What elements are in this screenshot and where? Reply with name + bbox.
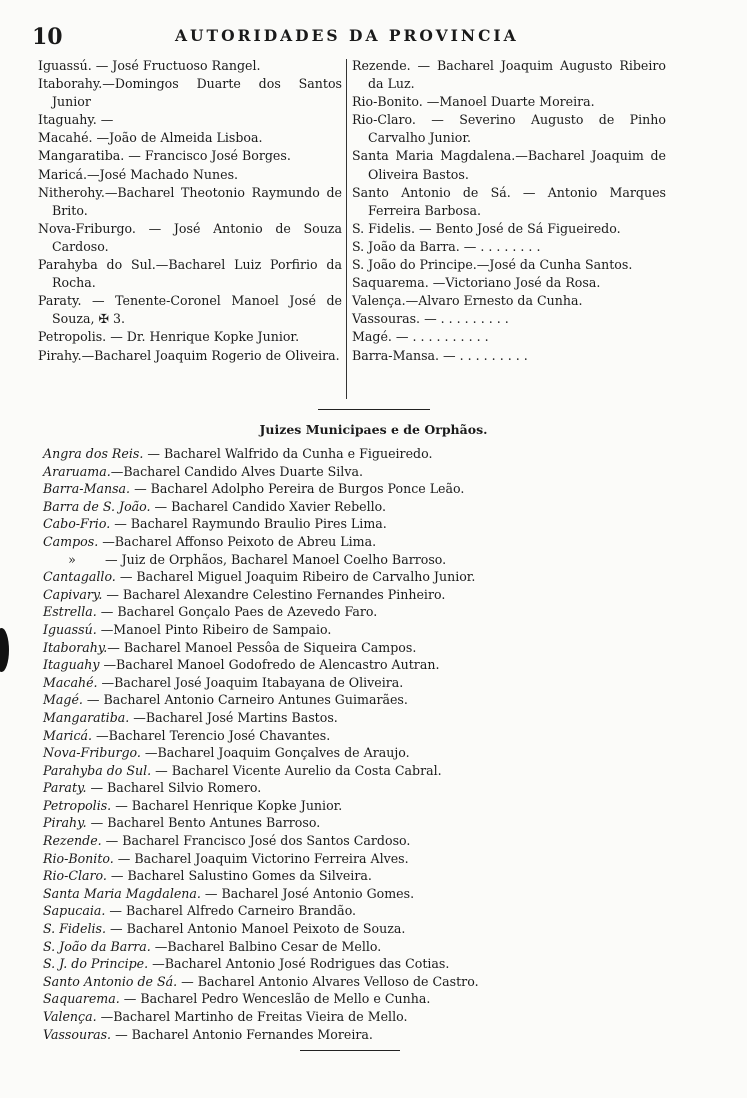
judge-row bbox=[43, 621, 603, 639]
section-rule-bottom bbox=[300, 1050, 400, 1051]
judge-place: Macahé. bbox=[43, 674, 98, 690]
judge-name: — Juiz de Orphãos, Bacharel Manoel Coelho Barroso. bbox=[101, 551, 447, 567]
judge-row bbox=[43, 639, 603, 657]
left-entry: Itaguahy. — bbox=[38, 112, 114, 128]
right-entry: S. João do Principe.—José da Cunha Santos. bbox=[352, 257, 633, 273]
judge-row bbox=[43, 674, 603, 692]
right-entry: Santo Antonio de Sá. — Antonio Marques Ferreira Barbosa. bbox=[352, 184, 666, 218]
running-head: AUTORIDADES DA PROVINCIA bbox=[175, 26, 519, 45]
judge-row bbox=[43, 551, 603, 569]
ditto-mark: » bbox=[68, 551, 76, 567]
judge-name: —Bacharel Candido Alves Duarte Silva. bbox=[110, 463, 363, 479]
judge-row bbox=[43, 850, 603, 868]
judge-row bbox=[43, 867, 603, 885]
judge-place: Saquarema. bbox=[43, 991, 120, 1007]
right-entry: Rio-Bonito. —Manoel Duarte Moreira. bbox=[352, 94, 595, 110]
judge-row bbox=[43, 920, 603, 938]
judge-place: Rio-Claro. bbox=[43, 868, 107, 884]
right-entry: Vassouras. — . . . . . . . . . bbox=[352, 311, 509, 327]
judge-name: — Bacharel Antonio Carneiro Antunes Guimarães. bbox=[82, 692, 408, 708]
judge-place: Parahyba do Sul. bbox=[43, 762, 152, 778]
left-entry: Nitherohy.—Bacharel Theotonio Raymundo de Brito. bbox=[38, 184, 342, 218]
judge-place: Barra-Mansa. bbox=[43, 481, 131, 497]
judge-name: —Bacharel Affonso Peixoto de Abreu Lima. bbox=[98, 533, 377, 549]
judge-place: Estrella. bbox=[43, 604, 97, 620]
judge-name: —Bacharel José Joaquim Itabayana de Oliveira. bbox=[97, 674, 404, 690]
judge-place: Paraty. bbox=[43, 780, 87, 796]
left-entry: Parahyba do Sul.—Bacharel Luiz Porfirio da Rocha. bbox=[38, 257, 342, 291]
judge-row bbox=[43, 779, 603, 797]
judge-row bbox=[43, 691, 603, 709]
judge-row bbox=[43, 498, 603, 516]
judge-row bbox=[43, 814, 603, 832]
judge-name: —Bacharel Antonio José Rodrigues das Cotias. bbox=[148, 956, 450, 972]
judge-place: Petropolis. bbox=[43, 797, 112, 813]
right-entry: S. João da Barra. — . . . . . . . . bbox=[352, 238, 541, 254]
judge-place: Santa Maria Magdalena. bbox=[43, 885, 201, 901]
right-entry: Saquarema. —Victoriano José da Rosa. bbox=[352, 275, 601, 291]
judge-row bbox=[43, 445, 603, 463]
right-entry: Magé. — . . . . . . . . . . bbox=[352, 329, 489, 345]
judge-place: Cabo-Frio. bbox=[43, 516, 111, 532]
right-entry: Santa Maria Magdalena.—Bacharel Joaquim de Oliveira Bastos. bbox=[352, 148, 666, 182]
left-column bbox=[38, 57, 342, 365]
judge-name: —Bacharel José Martins Bastos. bbox=[129, 709, 338, 725]
judge-row bbox=[43, 990, 603, 1008]
left-entry: Itaborahy.—Domingos Duarte dos Santos Junior bbox=[38, 76, 342, 110]
right-entry: Barra-Mansa. — . . . . . . . . . bbox=[352, 347, 528, 363]
judge-place: Itaguahy bbox=[43, 657, 100, 673]
judge-place: Iguassú. bbox=[43, 621, 97, 637]
judge-name: — Bacharel Walfrido da Cunha e Figueiredo. bbox=[143, 446, 433, 461]
judge-row bbox=[43, 709, 603, 727]
judge-row bbox=[43, 744, 603, 762]
judge-name: — Bacharel Alfredo Carneiro Brandão. bbox=[105, 903, 357, 919]
left-entry: Nova-Friburgo. — José Antonio de Souza Cardoso. bbox=[38, 220, 342, 254]
judge-place: Cantagallo. bbox=[43, 569, 116, 585]
judge-name: — Bacharel Bento Antunes Barroso. bbox=[86, 815, 321, 831]
judge-name: — Bacharel Vicente Aurelio da Costa Cabral. bbox=[151, 762, 442, 778]
judge-row bbox=[43, 832, 603, 850]
judge-place: Rezende. bbox=[43, 833, 102, 849]
judge-name: —Bacharel Joaquim Gonçalves de Araujo. bbox=[140, 745, 410, 761]
judge-row bbox=[43, 727, 603, 745]
judge-name: — Bacharel Adolpho Pereira de Burgos Ponce Leão. bbox=[130, 481, 465, 497]
judge-place: Sapucaia. bbox=[43, 903, 106, 919]
judge-place: Angra dos Reis. bbox=[43, 446, 144, 461]
judge-name: — Bacharel Raymundo Braulio Pires Lima. bbox=[110, 516, 387, 532]
judge-name: —Manoel Pinto Ribeiro de Sampaio. bbox=[96, 621, 332, 637]
judge-name: — Bacharel Salustino Gomes da Silveira. bbox=[106, 868, 372, 884]
judge-name: — Bacharel Joaquim Victorino Ferreira Alves. bbox=[113, 850, 409, 866]
judge-row bbox=[43, 1008, 603, 1026]
left-entry: Paraty. — Tenente-Coronel Manoel José de Souza, ✠ 3. bbox=[38, 293, 342, 327]
section-title: Juizes Municipaes e de Orphãos. bbox=[259, 422, 488, 437]
judge-name: —Bacharel Martinho de Freitas Vieira de Mello. bbox=[96, 1009, 408, 1024]
judge-name: —Bacharel Terencio José Chavantes. bbox=[92, 727, 331, 743]
judge-place: Campos. bbox=[43, 533, 99, 549]
judge-row bbox=[43, 656, 603, 674]
judge-row bbox=[43, 885, 603, 903]
judge-place: Valença. bbox=[43, 1009, 97, 1024]
right-entry: Rio-Claro. — Severino Augusto de Pinho Carvalho Junior. bbox=[352, 112, 666, 146]
judge-place: Rio-Bonito. bbox=[43, 850, 114, 866]
judge-name: — Bacharel José Antonio Gomes. bbox=[200, 885, 415, 901]
judge-name: — Bacharel Candido Xavier Rebello. bbox=[150, 498, 387, 514]
judge-row bbox=[43, 533, 603, 551]
authorities-columns bbox=[0, 57, 747, 401]
judge-name: — Bacharel Henrique Kopke Junior. bbox=[111, 797, 343, 813]
column-divider bbox=[346, 59, 347, 399]
judges-list bbox=[43, 445, 603, 1043]
judge-row bbox=[43, 955, 603, 973]
judge-name: — Bacharel Silvio Romero. bbox=[86, 780, 262, 796]
judge-name: — Bacharel Pedro Wenceslão de Mello e Cunha. bbox=[119, 991, 431, 1007]
judge-place: Mangaratiba. bbox=[43, 709, 130, 725]
left-entry: Iguassú. — José Fructuoso Rangel. bbox=[38, 58, 261, 73]
judge-place: Capivary. bbox=[43, 586, 103, 602]
judge-place: Barra de S. João. bbox=[43, 498, 151, 514]
judge-row bbox=[43, 797, 603, 815]
right-entry: Valença.—Alvaro Ernesto da Cunha. bbox=[352, 293, 583, 309]
judge-name: — Bacharel Antonio Fernandes Moreira. bbox=[111, 1026, 373, 1042]
judge-name: —Bacharel Balbino Cesar de Mello. bbox=[150, 938, 382, 954]
judge-row bbox=[43, 586, 603, 604]
judge-row bbox=[43, 603, 603, 621]
judge-name: —Bacharel Manoel Godofredo de Alencastro Autran. bbox=[99, 657, 440, 673]
judge-name: — Bacharel Alexandre Celestino Fernandes Pinheiro. bbox=[102, 586, 446, 602]
judge-row bbox=[43, 463, 603, 481]
judge-place: Itaborahy. bbox=[43, 639, 108, 655]
judge-place: S. Fidelis. bbox=[43, 921, 106, 937]
judge-row bbox=[43, 1026, 603, 1044]
judge-place: S. João da Barra. bbox=[43, 938, 151, 954]
right-entry: Rezende. — Bacharel Joaquim Augusto Ribeiro da Luz. bbox=[352, 58, 666, 92]
judge-row bbox=[43, 938, 603, 956]
ink-blot bbox=[0, 628, 9, 672]
judge-place: Maricá. bbox=[43, 727, 93, 743]
judge-place: Nova-Friburgo. bbox=[43, 745, 141, 761]
left-entry: Maricá.—José Machado Nunes. bbox=[38, 166, 239, 182]
page-number: 10 bbox=[32, 24, 63, 50]
judge-place: Pirahy. bbox=[43, 815, 87, 831]
judge-row bbox=[43, 568, 603, 586]
judge-row bbox=[43, 902, 603, 920]
judge-place: Vassouras. bbox=[43, 1026, 112, 1042]
judge-row bbox=[43, 480, 603, 498]
judge-row bbox=[43, 973, 603, 991]
judge-row bbox=[43, 762, 603, 780]
judge-name: — Bacharel Gonçalo Paes de Azevedo Faro. bbox=[96, 604, 378, 620]
left-entry: Mangaratiba. — Francisco José Borges. bbox=[38, 148, 291, 164]
judge-name: — Bacharel Antonio Alvares Velloso de Castro. bbox=[177, 973, 479, 989]
right-column bbox=[352, 57, 666, 365]
right-entry: S. Fidelis. — Bento José de Sá Figueiredo. bbox=[352, 220, 621, 236]
judge-place: Santo Antonio de Sá. bbox=[43, 973, 178, 989]
left-entry: Macahé. —João de Almeida Lisboa. bbox=[38, 130, 263, 146]
judge-name: — Bacharel Francisco José dos Santos Cardoso. bbox=[101, 833, 411, 849]
left-entry: Petropolis. — Dr. Henrique Kopke Junior. bbox=[38, 329, 300, 345]
section-rule-top bbox=[318, 409, 430, 410]
left-entry: Pirahy.—Bacharel Joaquim Rogerio de Oliveira. bbox=[38, 347, 340, 363]
judge-place: S. J. do Principe. bbox=[43, 956, 149, 972]
judge-name: — Bacharel Antonio Manoel Peixoto de Souza. bbox=[106, 921, 406, 937]
judge-name: — Bacharel Manoel Pessôa de Siqueira Campos. bbox=[107, 639, 417, 655]
judge-row bbox=[43, 515, 603, 533]
judge-name: — Bacharel Miguel Joaquim Ribeiro de Carvalho Junior. bbox=[115, 569, 476, 585]
judge-place: Magé. bbox=[43, 692, 83, 708]
judge-place: Araruama. bbox=[43, 463, 111, 479]
